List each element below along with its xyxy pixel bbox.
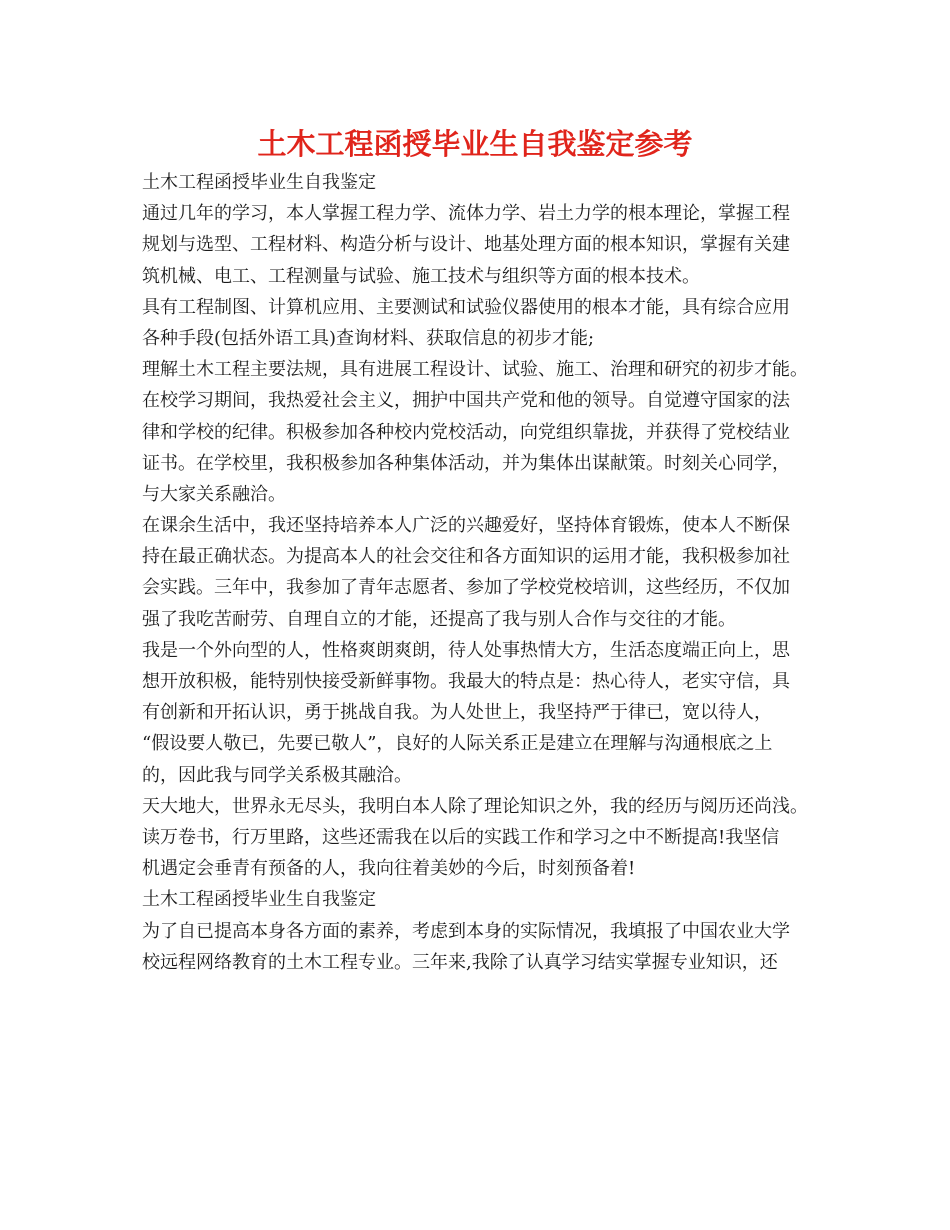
body-line: 律和学校的纪律。积极参加各种校内党校活动，向党组织靠拢，并获得了党校结业 (142, 421, 790, 443)
body-line: 天大地大，世界永无尽头，我明白本人除了理论知识之外，我的经历与阅历还尚浅。 (142, 795, 808, 817)
body-line: 读万卷书，行万里路，这些还需我在以后的实践工作和学习之中不断提高!我坚信 (142, 826, 780, 848)
body-line: 会实践。三年中，我参加了青年志愿者、参加了学校党校培训，这些经历，不仅加 (142, 577, 790, 599)
document-title: 土木工程函授毕业生自我鉴定参考 (257, 127, 693, 161)
body-line: 规划与选型、工程材料、构造分析与设计、地基处理方面的根本知识，掌握有关建 (142, 234, 790, 256)
body-line: 有创新和开拓认识，勇于挑战自我。为人处世上，我坚持严于律已，宽以待人， (142, 702, 772, 724)
body-line: 在课余生活中，我还坚持培养本人广泛的兴趣爱好，坚持体育锻炼，使本人不断保 (142, 515, 790, 537)
body-line: 具有工程制图、计算机应用、主要测试和试验仪器使用的根本才能，具有综合应用 (142, 296, 790, 318)
body-line: 土木工程函授毕业生自我鉴定 (142, 889, 376, 911)
body-line: 我是一个外向型的人，性格爽朗爽朗，待人处事热情大方，生活态度端正向上，思 (142, 639, 790, 661)
body-line: 为了自已提高本身各方面的素养，考虑到本身的实际情况，我填报了中国农业大学 (142, 920, 790, 942)
body-line: 校远程网络教育的土木工程专业。三年来,我除了认真学习结实掌握专业知识，还 (142, 951, 778, 973)
body-line: 与大家关系融洽。 (142, 483, 286, 505)
body-line: 持在最正确状态。为提高本人的社会交往和各方面知识的运用才能，我积极参加社 (142, 546, 790, 568)
body-line: 理解土木工程主要法规，具有进展工程设计、试验、施工、治理和研究的初步才能。 (142, 359, 808, 381)
body-line: 机遇定会垂青有预备的人，我向往着美妙的今后，时刻预备着! (142, 858, 636, 880)
body-line: 土木工程函授毕业生自我鉴定 (142, 172, 376, 193)
body-line: 在校学习期间，我热爱社会主义，拥护中国共产党和他的领导。自觉遵守国家的法 (142, 390, 790, 412)
body-line: “假设要人敬已，先要已敬人”，良好的人际关系正是建立在理解与沟通根底之上 (142, 733, 773, 755)
body-line: 的，因此我与同学关系极其融洽。 (142, 764, 412, 786)
document-body (142, 167, 822, 978)
body-line: 各种手段(包括外语工具)查询材料、获取信息的初步才能; (142, 327, 595, 349)
body-line: 强了我吃苦耐劳、自理自立的才能，还提高了我与别人合作与交往的才能。 (142, 608, 736, 630)
body-line: 证书。在学校里，我积极参加各种集体活动，并为集体出谋献策。时刻关心同学， (142, 452, 790, 474)
body-line: 筑机械、电工、工程测量与试验、施工技术与组织等方面的根本技术。 (142, 265, 700, 287)
body-line: 通过几年的学习，本人掌握工程力学、流体力学、岩土力学的根本理论，掌握工程 (142, 203, 790, 225)
body-line: 想开放积极，能特别快接受新鲜事物。我最大的特点是：热心待人，老实守信，具 (142, 671, 790, 692)
